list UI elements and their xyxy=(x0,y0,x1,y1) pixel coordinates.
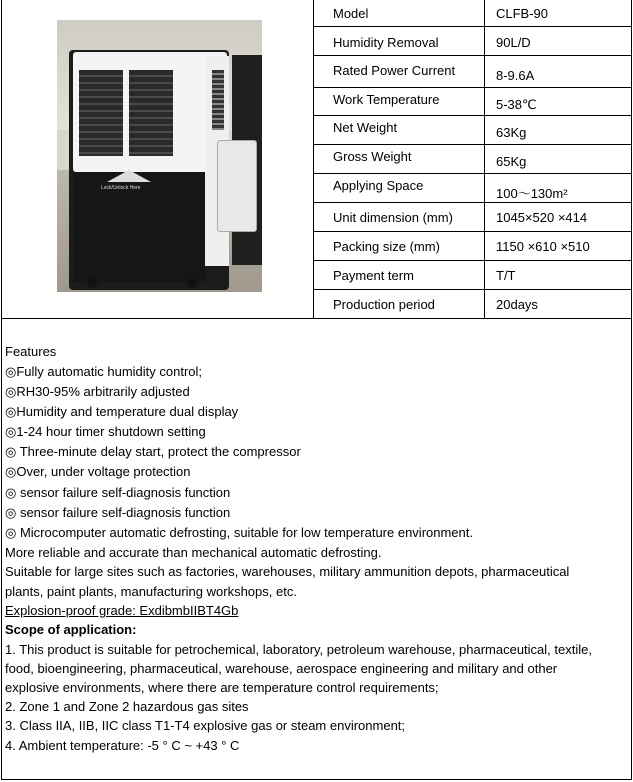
caster-wheel xyxy=(187,278,197,288)
row-divider xyxy=(314,231,632,232)
scope-item: food, bioengineering, pharmaceutical, warehouse, aerospace engineering and military and other xyxy=(5,661,558,676)
spec-value: 90L/D xyxy=(496,35,531,50)
features-heading: Features xyxy=(5,344,57,359)
column-divider xyxy=(313,0,314,319)
row-divider xyxy=(314,26,632,27)
spec-value: 20days xyxy=(496,297,538,312)
spec-key: Humidity Removal xyxy=(333,35,439,50)
product-photo xyxy=(57,20,262,292)
row-divider xyxy=(314,260,632,261)
spec-key: Gross Weight xyxy=(333,149,412,164)
suitability-text: plants, paint plants, manufacturing workshops, etc. xyxy=(5,584,297,599)
row-divider xyxy=(314,289,632,290)
feature-item: ◎ Microcomputer automatic defrosting, suitable for low temperature environment. xyxy=(5,525,473,540)
spec-value: 1150 ×610 ×510 xyxy=(496,239,590,254)
spec-value: 5-38℃ xyxy=(496,97,537,112)
column-divider xyxy=(484,0,485,319)
row-divider xyxy=(314,144,632,145)
scope-item: 1. This product is suitable for petrochemical, laboratory, petroleum warehouse, pharmaceutical, textile, xyxy=(5,642,592,657)
spec-key: Payment term xyxy=(333,268,414,283)
row-divider xyxy=(314,173,632,174)
spec-key: Work Temperature xyxy=(333,92,440,107)
scope-item: 3. Class IIA, IIB, IIC class T1-T4 explosive gas or steam environment; xyxy=(5,718,406,733)
control-box xyxy=(217,140,257,232)
feature-item: ◎ sensor failure self-diagnosis function xyxy=(5,485,231,500)
air-grille-right xyxy=(129,70,173,156)
section-divider xyxy=(1,318,632,319)
spec-key: Unit dimension (mm) xyxy=(333,210,453,225)
spec-value: 1045×520 ×414 xyxy=(496,210,588,225)
spec-key: Applying Space xyxy=(333,178,424,193)
feature-item: ◎ Three-minute delay start, protect the compressor xyxy=(5,444,301,459)
row-divider xyxy=(314,115,632,116)
scope-heading: Scope of application: xyxy=(5,622,137,637)
row-divider xyxy=(314,202,632,203)
suitability-text: Suitable for large sites such as factories, warehouses, military ammunition depots, pharmaceutical xyxy=(5,564,570,579)
feature-item: ◎ sensor failure self-diagnosis function xyxy=(5,505,231,520)
feature-item: ◎Over, under voltage protection xyxy=(5,464,191,479)
spec-key: Rated Power Current xyxy=(333,63,456,78)
scope-item: 2. Zone 1 and Zone 2 hazardous gas sites xyxy=(5,699,249,714)
spec-key: Packing size (mm) xyxy=(333,239,440,254)
row-divider xyxy=(314,87,632,88)
lock-label: Lock/Unlock Here xyxy=(101,185,141,191)
spec-value: 63Kg xyxy=(496,125,527,140)
explosion-grade: Explosion-proof grade: ExdibmbIIBT4Gb xyxy=(5,603,239,618)
spec-value: 65Kg xyxy=(496,154,527,169)
caster-wheel xyxy=(87,278,97,288)
feature-item: ◎RH30-95% arbitrarily adjusted xyxy=(5,384,190,399)
spec-value: T/T xyxy=(496,268,516,283)
spec-key: Net Weight xyxy=(333,120,398,135)
spec-value: CLFB-90 xyxy=(496,6,549,21)
spec-key: Production period xyxy=(333,297,435,312)
scope-item: explosive environments, where there are temperature control requirements; xyxy=(5,680,439,695)
feature-item: ◎Humidity and temperature dual display xyxy=(5,404,239,419)
spec-value: 100～130m² xyxy=(496,186,568,201)
feature-item: ◎Fully automatic humidity control; xyxy=(5,364,203,379)
row-divider xyxy=(314,55,632,56)
air-grille-left xyxy=(79,70,123,156)
reliability-note: More reliable and accurate than mechanical automatic defrosting. xyxy=(5,545,382,560)
spec-key: Model xyxy=(333,6,369,21)
side-vent xyxy=(212,70,224,130)
spec-value: 8-9.6A xyxy=(496,68,535,83)
lock-arrow-icon xyxy=(107,170,151,182)
feature-item: ◎1-24 hour timer shutdown setting xyxy=(5,424,206,439)
scope-item: 4. Ambient temperature: -5 ° C ~ +43 ° C xyxy=(5,738,240,753)
